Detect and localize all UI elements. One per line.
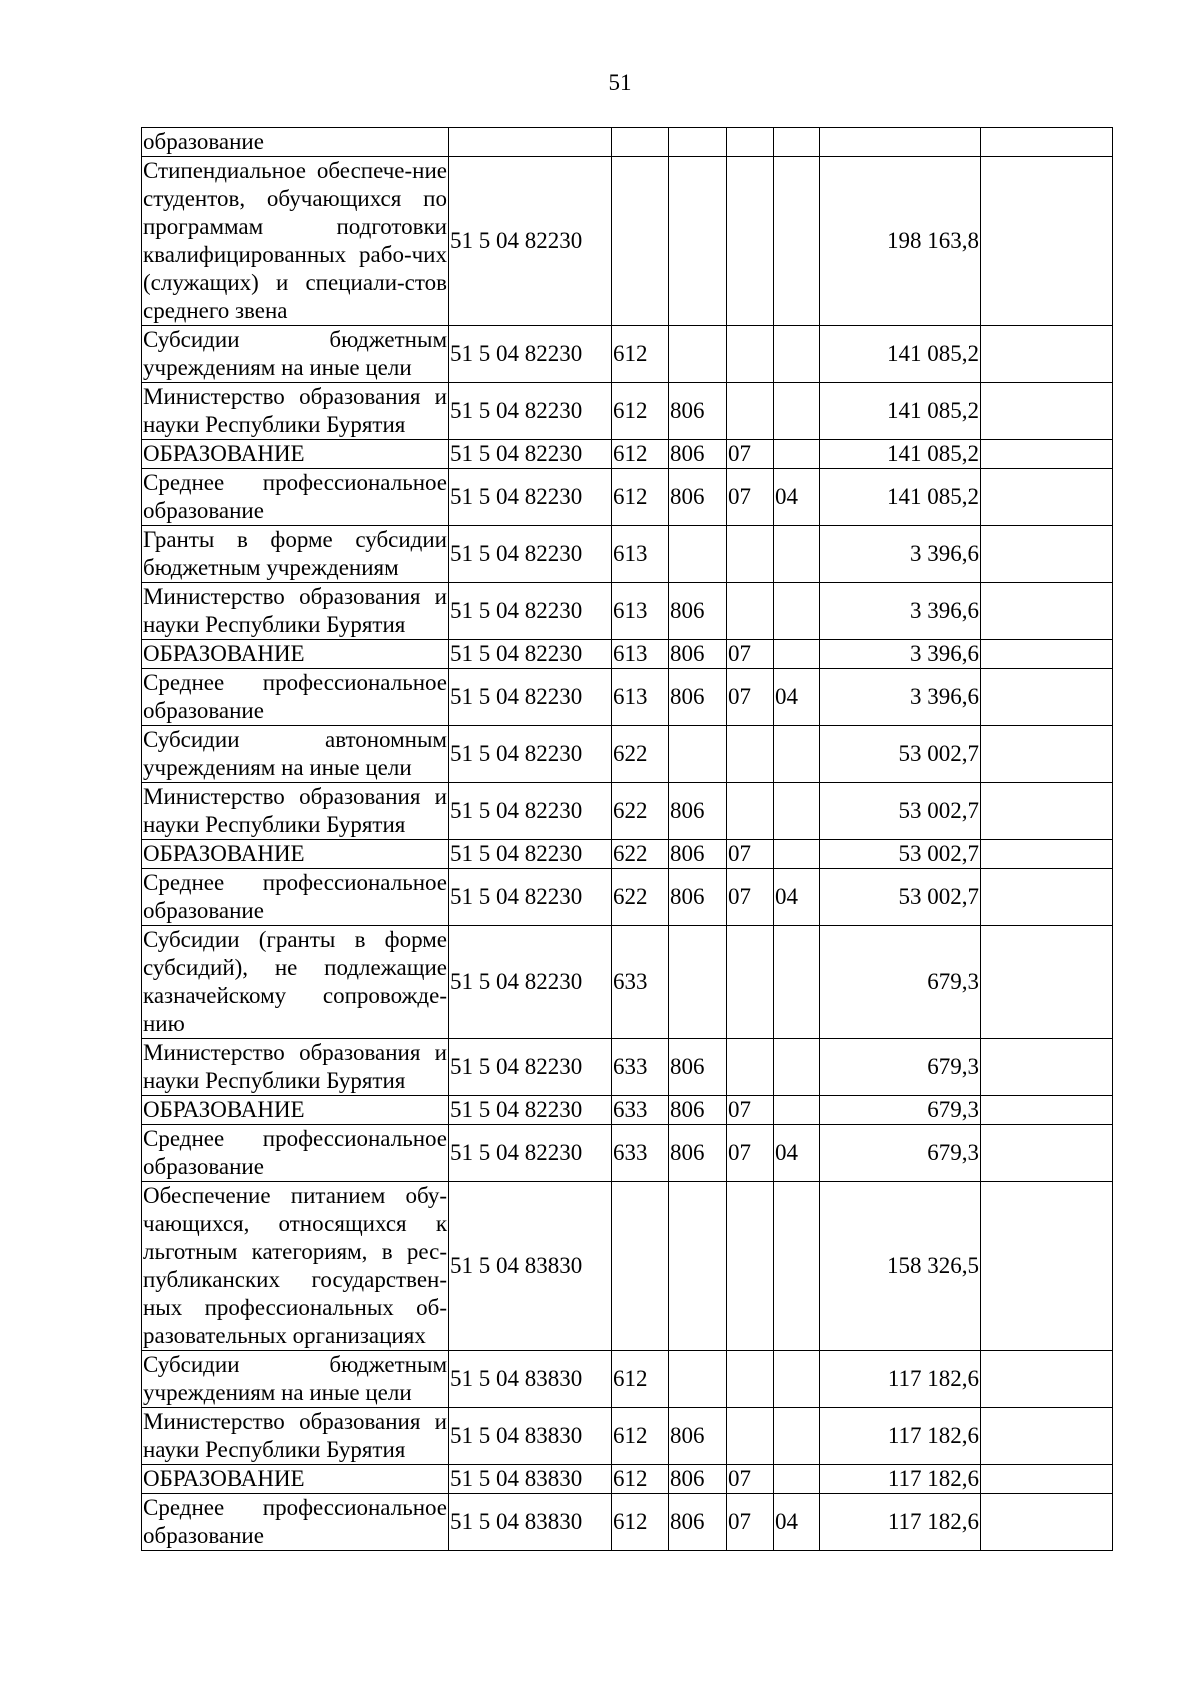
row-extra-cell	[981, 1351, 1113, 1408]
row-rz-cell: 07	[727, 469, 774, 526]
row-extra-cell	[981, 1494, 1113, 1551]
row-vr-cell	[612, 1182, 669, 1351]
row-name-cell: образование	[142, 128, 449, 157]
row-pr-cell	[774, 128, 820, 157]
row-extra-cell	[981, 383, 1113, 440]
row-vr-cell	[612, 157, 669, 326]
row-sum-cell: 53 002,7	[820, 726, 981, 783]
row-vr-cell: 633	[612, 1125, 669, 1182]
row-vr-cell: 613	[612, 669, 669, 726]
row-name-cell: Субсидии (гранты в форме субсидий), не подлежащие казначейскому сопровожде-нию	[142, 926, 449, 1039]
row-grbs-cell	[669, 1182, 727, 1351]
row-sum-cell: 117 182,6	[820, 1494, 981, 1551]
row-extra-cell	[981, 926, 1113, 1039]
row-pr-cell	[774, 440, 820, 469]
row-vr-cell: 612	[612, 383, 669, 440]
row-code-cell: 51 5 04 82230	[449, 869, 612, 926]
row-name-cell: Гранты в форме субсидии бюджетным учреждениям	[142, 526, 449, 583]
row-sum-cell: 117 182,6	[820, 1351, 981, 1408]
row-rz-cell	[727, 726, 774, 783]
row-pr-cell	[774, 1465, 820, 1494]
row-pr-cell	[774, 1096, 820, 1125]
row-vr-cell: 612	[612, 1494, 669, 1551]
table-body	[142, 128, 1113, 1551]
row-sum-cell: 141 085,2	[820, 383, 981, 440]
row-rz-cell	[727, 1039, 774, 1096]
row-sum-cell: 117 182,6	[820, 1465, 981, 1494]
row-code-cell: 51 5 04 82230	[449, 440, 612, 469]
row-sum-cell: 53 002,7	[820, 783, 981, 840]
row-code-cell: 51 5 04 82230	[449, 383, 612, 440]
row-rz-cell	[727, 1408, 774, 1465]
row-vr-cell: 622	[612, 726, 669, 783]
row-grbs-cell	[669, 726, 727, 783]
row-vr-cell: 633	[612, 1096, 669, 1125]
row-extra-cell	[981, 128, 1113, 157]
row-sum-cell	[820, 128, 981, 157]
row-sum-cell: 198 163,8	[820, 157, 981, 326]
row-code-cell: 51 5 04 83830	[449, 1351, 612, 1408]
row-sum-cell: 141 085,2	[820, 326, 981, 383]
row-sum-cell: 53 002,7	[820, 840, 981, 869]
row-pr-cell: 04	[774, 1125, 820, 1182]
row-vr-cell: 633	[612, 926, 669, 1039]
row-grbs-cell: 806	[669, 783, 727, 840]
table-row	[142, 1096, 1113, 1125]
row-sum-cell: 679,3	[820, 1125, 981, 1182]
row-extra-cell	[981, 1182, 1113, 1351]
row-rz-cell: 07	[727, 869, 774, 926]
row-sum-cell: 3 396,6	[820, 640, 981, 669]
row-grbs-cell: 806	[669, 583, 727, 640]
table-row	[142, 1465, 1113, 1494]
table-row	[142, 1125, 1113, 1182]
row-pr-cell: 04	[774, 469, 820, 526]
row-pr-cell	[774, 726, 820, 783]
row-rz-cell: 07	[727, 1125, 774, 1182]
row-name-cell: Среднее профессиональное образование	[142, 1125, 449, 1182]
row-rz-cell: 07	[727, 1096, 774, 1125]
row-grbs-cell: 806	[669, 669, 727, 726]
row-name-cell: Среднее профессиональное образование	[142, 669, 449, 726]
row-vr-cell: 612	[612, 1408, 669, 1465]
row-extra-cell	[981, 526, 1113, 583]
row-rz-cell: 07	[727, 640, 774, 669]
row-sum-cell: 679,3	[820, 926, 981, 1039]
table-row	[142, 440, 1113, 469]
row-rz-cell: 07	[727, 1494, 774, 1551]
row-rz-cell: 07	[727, 1465, 774, 1494]
table-row	[142, 326, 1113, 383]
row-grbs-cell: 806	[669, 1408, 727, 1465]
row-pr-cell: 04	[774, 669, 820, 726]
row-vr-cell: 613	[612, 583, 669, 640]
row-name-cell: Министерство образования и науки Республики Бурятия	[142, 383, 449, 440]
row-name-cell: Стипендиальное обеспече-ние студентов, обучающихся по программам подготовки квалифицированных рабо-чих (служащих) и специали-стов среднего звена	[142, 157, 449, 326]
row-code-cell: 51 5 04 82230	[449, 926, 612, 1039]
row-extra-cell	[981, 640, 1113, 669]
table-row	[142, 726, 1113, 783]
row-extra-cell	[981, 869, 1113, 926]
row-code-cell	[449, 128, 612, 157]
row-name-cell: ОБРАЗОВАНИЕ	[142, 840, 449, 869]
row-vr-cell: 612	[612, 1351, 669, 1408]
row-rz-cell	[727, 783, 774, 840]
table-row	[142, 128, 1113, 157]
row-extra-cell	[981, 726, 1113, 783]
row-sum-cell: 141 085,2	[820, 469, 981, 526]
row-extra-cell	[981, 1096, 1113, 1125]
row-extra-cell	[981, 1465, 1113, 1494]
row-rz-cell	[727, 583, 774, 640]
table-row	[142, 1408, 1113, 1465]
row-pr-cell	[774, 926, 820, 1039]
row-pr-cell	[774, 526, 820, 583]
row-rz-cell	[727, 157, 774, 326]
row-code-cell: 51 5 04 82230	[449, 669, 612, 726]
row-grbs-cell: 806	[669, 840, 727, 869]
row-extra-cell	[981, 1039, 1113, 1096]
table-row	[142, 640, 1113, 669]
row-sum-cell: 158 326,5	[820, 1182, 981, 1351]
table-row	[142, 869, 1113, 926]
row-pr-cell	[774, 1408, 820, 1465]
row-extra-cell	[981, 1408, 1113, 1465]
row-grbs-cell	[669, 1351, 727, 1408]
table-row	[142, 157, 1113, 326]
row-name-cell: ОБРАЗОВАНИЕ	[142, 440, 449, 469]
row-extra-cell	[981, 583, 1113, 640]
row-pr-cell	[774, 783, 820, 840]
row-sum-cell: 117 182,6	[820, 1408, 981, 1465]
table-row	[142, 926, 1113, 1039]
row-code-cell: 51 5 04 82230	[449, 526, 612, 583]
row-grbs-cell: 806	[669, 469, 727, 526]
row-code-cell: 51 5 04 82230	[449, 783, 612, 840]
row-code-cell: 51 5 04 82230	[449, 1096, 612, 1125]
row-grbs-cell: 806	[669, 1494, 727, 1551]
row-rz-cell	[727, 1351, 774, 1408]
row-rz-cell	[727, 383, 774, 440]
row-rz-cell	[727, 326, 774, 383]
row-sum-cell: 3 396,6	[820, 583, 981, 640]
table-row	[142, 669, 1113, 726]
row-name-cell: Министерство образования и науки Республики Бурятия	[142, 1039, 449, 1096]
row-vr-cell: 633	[612, 1039, 669, 1096]
row-extra-cell	[981, 440, 1113, 469]
row-name-cell: Субсидии бюджетным учреждениям на иные цели	[142, 326, 449, 383]
row-pr-cell	[774, 1182, 820, 1351]
row-vr-cell: 612	[612, 440, 669, 469]
row-name-cell: ОБРАЗОВАНИЕ	[142, 1465, 449, 1494]
row-grbs-cell: 806	[669, 1096, 727, 1125]
table-row	[142, 383, 1113, 440]
row-code-cell: 51 5 04 83830	[449, 1408, 612, 1465]
row-pr-cell	[774, 583, 820, 640]
row-sum-cell: 679,3	[820, 1096, 981, 1125]
row-pr-cell	[774, 640, 820, 669]
row-extra-cell	[981, 469, 1113, 526]
row-code-cell: 51 5 04 82230	[449, 1125, 612, 1182]
row-extra-cell	[981, 326, 1113, 383]
row-vr-cell: 622	[612, 783, 669, 840]
row-code-cell: 51 5 04 83830	[449, 1465, 612, 1494]
row-name-cell: Министерство образования и науки Республики Бурятия	[142, 1408, 449, 1465]
row-name-cell: Субсидии автономным учреждениям на иные цели	[142, 726, 449, 783]
row-vr-cell: 612	[612, 469, 669, 526]
row-pr-cell	[774, 1351, 820, 1408]
row-grbs-cell: 806	[669, 383, 727, 440]
row-name-cell: Среднее профессиональное образование	[142, 1494, 449, 1551]
row-name-cell: Среднее профессиональное образование	[142, 469, 449, 526]
page-number: 51	[608, 70, 632, 95]
row-extra-cell	[981, 783, 1113, 840]
table-row	[142, 1351, 1113, 1408]
table-row	[142, 1039, 1113, 1096]
row-rz-cell: 07	[727, 840, 774, 869]
row-name-cell: Министерство образования и науки Республики Бурятия	[142, 783, 449, 840]
row-rz-cell	[727, 526, 774, 583]
row-vr-cell: 612	[612, 326, 669, 383]
row-vr-cell: 622	[612, 869, 669, 926]
row-name-cell: Обеспечение питанием обу-чающихся, относящихся к льготным категориям, в рес-публиканских государствен-ных профессиональных об-разовательных организациях	[142, 1182, 449, 1351]
budget-table	[141, 127, 1113, 1551]
row-grbs-cell: 806	[669, 1465, 727, 1494]
row-sum-cell: 53 002,7	[820, 869, 981, 926]
row-code-cell: 51 5 04 82230	[449, 469, 612, 526]
row-code-cell: 51 5 04 82230	[449, 326, 612, 383]
row-rz-cell	[727, 1182, 774, 1351]
row-vr-cell: 613	[612, 526, 669, 583]
table-row	[142, 783, 1113, 840]
row-name-cell: ОБРАЗОВАНИЕ	[142, 640, 449, 669]
row-code-cell: 51 5 04 82230	[449, 726, 612, 783]
row-rz-cell	[727, 926, 774, 1039]
row-sum-cell: 3 396,6	[820, 669, 981, 726]
row-name-cell: ОБРАЗОВАНИЕ	[142, 1096, 449, 1125]
row-grbs-cell: 806	[669, 869, 727, 926]
row-code-cell: 51 5 04 82230	[449, 1039, 612, 1096]
row-sum-cell: 141 085,2	[820, 440, 981, 469]
row-extra-cell	[981, 840, 1113, 869]
row-rz-cell: 07	[727, 669, 774, 726]
row-code-cell: 51 5 04 83830	[449, 1494, 612, 1551]
row-grbs-cell	[669, 128, 727, 157]
row-name-cell: Министерство образования и науки Республики Бурятия	[142, 583, 449, 640]
row-pr-cell	[774, 157, 820, 326]
row-code-cell: 51 5 04 82230	[449, 840, 612, 869]
row-grbs-cell: 806	[669, 440, 727, 469]
row-name-cell: Среднее профессиональное образование	[142, 869, 449, 926]
row-name-cell: Субсидии бюджетным учреждениям на иные цели	[142, 1351, 449, 1408]
row-sum-cell: 3 396,6	[820, 526, 981, 583]
table-row	[142, 1182, 1113, 1351]
row-code-cell: 51 5 04 82230	[449, 583, 612, 640]
row-vr-cell: 612	[612, 1465, 669, 1494]
row-grbs-cell	[669, 157, 727, 326]
row-grbs-cell	[669, 926, 727, 1039]
row-grbs-cell	[669, 526, 727, 583]
row-vr-cell: 622	[612, 840, 669, 869]
row-pr-cell	[774, 383, 820, 440]
table-row	[142, 1494, 1113, 1551]
row-vr-cell	[612, 128, 669, 157]
table-row	[142, 469, 1113, 526]
row-code-cell: 51 5 04 82230	[449, 640, 612, 669]
table-row	[142, 583, 1113, 640]
row-code-cell: 51 5 04 83830	[449, 1182, 612, 1351]
row-grbs-cell: 806	[669, 1039, 727, 1096]
row-pr-cell	[774, 326, 820, 383]
row-grbs-cell	[669, 326, 727, 383]
row-pr-cell: 04	[774, 1494, 820, 1551]
row-pr-cell	[774, 1039, 820, 1096]
table-row	[142, 840, 1113, 869]
row-extra-cell	[981, 157, 1113, 326]
row-extra-cell	[981, 1125, 1113, 1182]
row-code-cell: 51 5 04 82230	[449, 157, 612, 326]
row-pr-cell	[774, 840, 820, 869]
row-rz-cell: 07	[727, 440, 774, 469]
table-row	[142, 526, 1113, 583]
row-rz-cell	[727, 128, 774, 157]
row-sum-cell: 679,3	[820, 1039, 981, 1096]
row-grbs-cell: 806	[669, 640, 727, 669]
row-vr-cell: 613	[612, 640, 669, 669]
row-extra-cell	[981, 669, 1113, 726]
row-grbs-cell: 806	[669, 1125, 727, 1182]
row-pr-cell: 04	[774, 869, 820, 926]
